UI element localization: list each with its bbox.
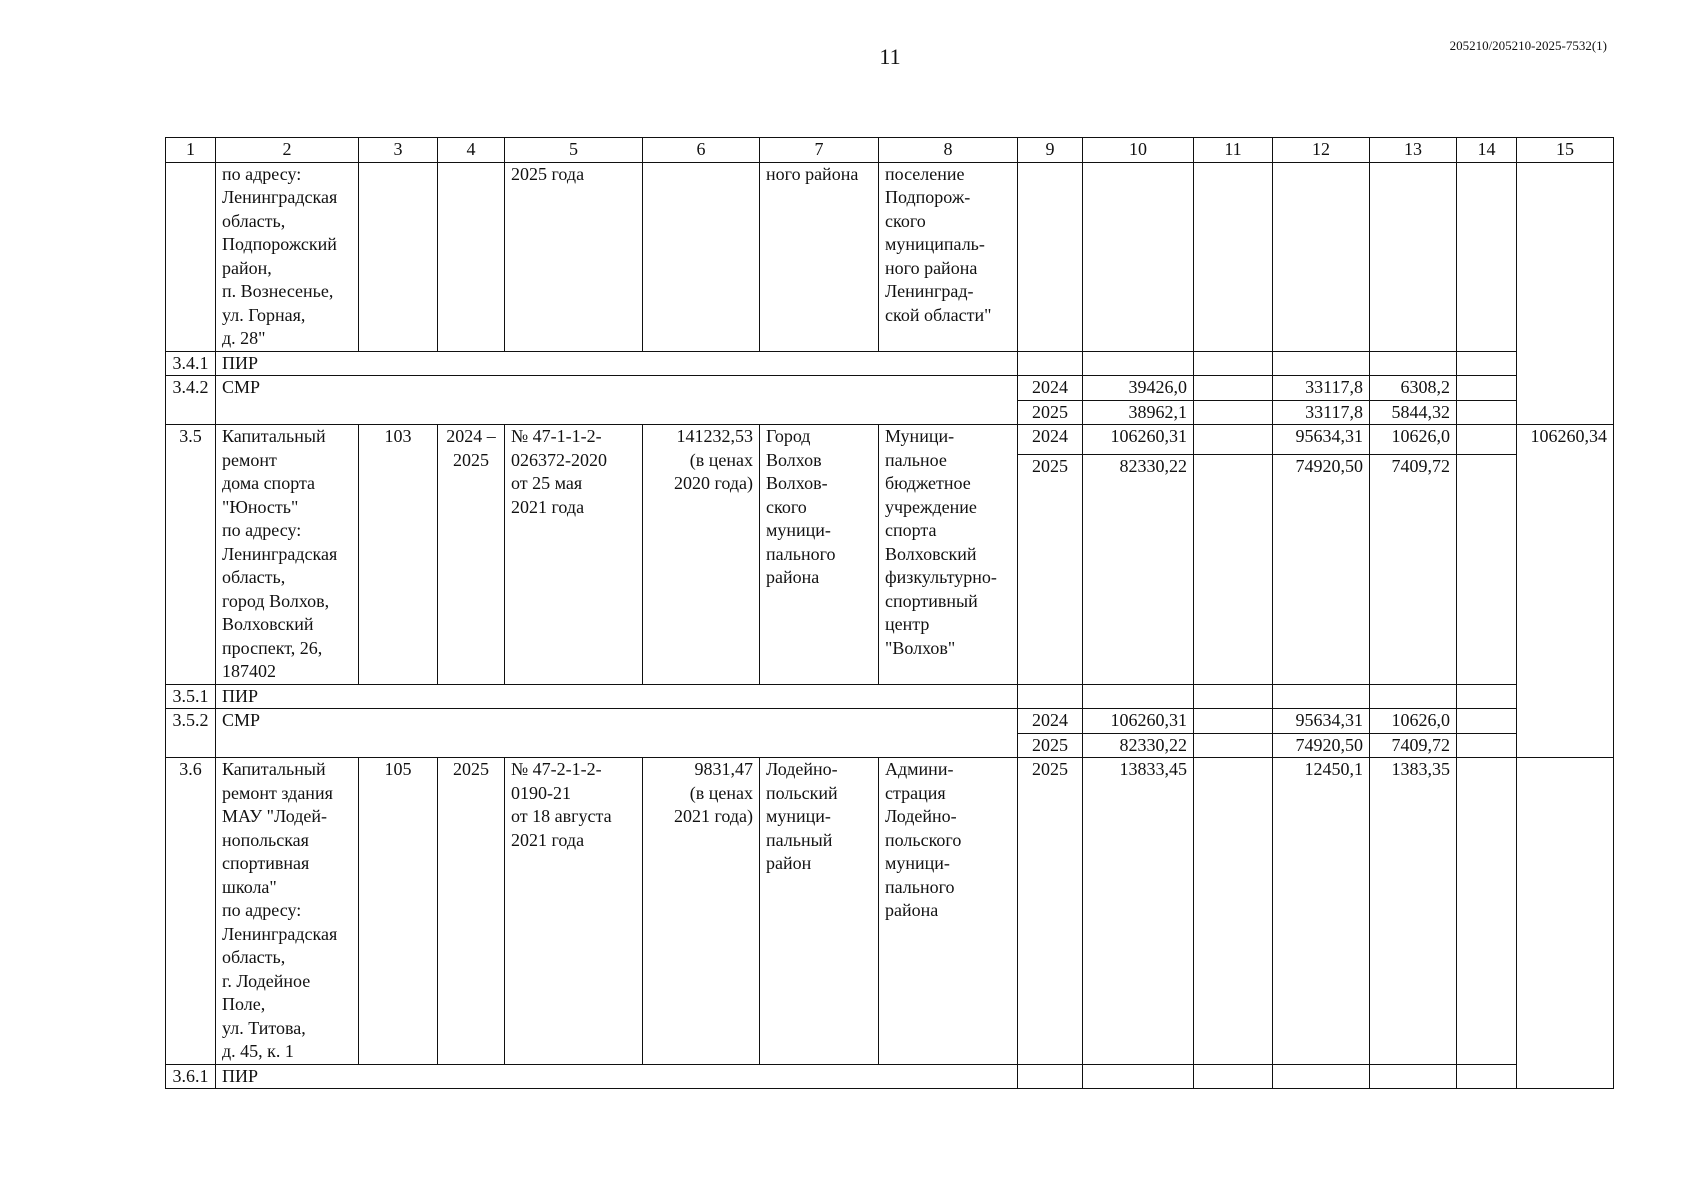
data-table — [165, 137, 1614, 1089]
year-cell: 2024 — [1018, 376, 1083, 401]
column-header: 12 — [1273, 138, 1370, 163]
cell: 141232,53 (в ценах 2020 года) — [643, 425, 760, 685]
row-number: 3.5 — [166, 425, 216, 685]
value-cell: 39426,0 — [1083, 376, 1194, 401]
row-label: ПИР — [216, 1064, 1018, 1089]
value-cell: 106260,31 — [1083, 709, 1194, 734]
column-header: 6 — [643, 138, 760, 163]
table-row — [166, 758, 1614, 1065]
column-header: 8 — [879, 138, 1018, 163]
document-id: 205210/205210-2025-7532(1) — [1449, 38, 1607, 53]
cell: Админи- страция Лодейно- польского муници- пального района — [879, 758, 1018, 1065]
value-cell: 7409,72 — [1370, 733, 1457, 758]
table-row — [166, 351, 1614, 376]
cell: № 47-1-1-2- 026372-2020 от 25 мая 2021 года — [505, 425, 643, 685]
year-cell: 2025 — [1018, 400, 1083, 425]
value-cell: 95634,31 — [1273, 709, 1370, 734]
year-cell: 2024 — [1018, 709, 1083, 734]
cell: Город Волхов Волхов- ского муници- пального района — [760, 425, 879, 685]
value-cell: 13833,45 — [1083, 758, 1194, 1065]
value-cell: 38962,1 — [1083, 400, 1194, 425]
page-number: 11 — [879, 44, 901, 69]
row-label: ПИР — [216, 684, 1018, 709]
table-row — [166, 376, 1614, 401]
column-header: 7 — [760, 138, 879, 163]
value-cell: 10626,0 — [1370, 425, 1457, 455]
column-header: 13 — [1370, 138, 1457, 163]
cell: 2024 – 2025 — [438, 425, 505, 685]
row-label: СМР — [216, 376, 1018, 425]
column-header: 5 — [505, 138, 643, 163]
table-row — [166, 1064, 1614, 1089]
object-name-cell: по адресу: Ленинградская область, Подпорожский район, п. Вознесенье, ул. Горная, д. 28" — [216, 162, 359, 351]
table-row — [166, 709, 1614, 734]
column-header: 14 — [1457, 138, 1517, 163]
row-number: 3.6.1 — [166, 1064, 216, 1089]
value-cell: 33117,8 — [1273, 400, 1370, 425]
row-number: 3.6 — [166, 758, 216, 1065]
column-header: 3 — [359, 138, 438, 163]
column-header: 1 — [166, 138, 216, 163]
cell: 2025 года — [505, 162, 643, 351]
value-cell: 10626,0 — [1370, 709, 1457, 734]
value-cell: 95634,31 — [1273, 425, 1370, 455]
cell: 2025 — [438, 758, 505, 1065]
year-cell: 2025 — [1018, 454, 1083, 684]
row-number: 3.5.1 — [166, 684, 216, 709]
row-number: 3.4.2 — [166, 376, 216, 425]
table-row — [166, 162, 1614, 351]
object-name-cell: Капитальный ремонт дома спорта "Юность" по адресу: Ленинградская область, город Волхов, Волховский проспект, 26, 187402 — [216, 425, 359, 685]
row-label: СМР — [216, 709, 1018, 758]
cell: Муници- пальное бюджетное учреждение спорта Волховский физкультурно- спортивный центр "Волхов" — [879, 425, 1018, 685]
value-cell: 6308,2 — [1370, 376, 1457, 401]
year-cell: 2024 — [1018, 425, 1083, 455]
row-number: 3.5.2 — [166, 709, 216, 758]
cell: ного района — [760, 162, 879, 351]
column-header: 10 — [1083, 138, 1194, 163]
column-header: 9 — [1018, 138, 1083, 163]
table-row — [166, 425, 1614, 455]
column-header: 4 — [438, 138, 505, 163]
value-cell: 1383,35 — [1370, 758, 1457, 1065]
value-cell: 82330,22 — [1083, 733, 1194, 758]
column-header: 2 — [216, 138, 359, 163]
row-number: 3.4.1 — [166, 351, 216, 376]
cell: 105 — [359, 758, 438, 1065]
cell: Лодейно- польский муници- пальный район — [760, 758, 879, 1065]
header-row — [166, 138, 1614, 163]
object-name-cell: Капитальный ремонт здания МАУ "Лодей- нопольская спортивная школа" по адресу: Ленинградская область, г. Лодейное Поле, ул. Титова, д. 45, к. 1 — [216, 758, 359, 1065]
table-row — [166, 684, 1614, 709]
column-header: 11 — [1194, 138, 1273, 163]
value-cell: 7409,72 — [1370, 454, 1457, 684]
year-cell: 2025 — [1018, 758, 1083, 1065]
cell: 9831,47 (в ценах 2021 года) — [643, 758, 760, 1065]
value-cell: 33117,8 — [1273, 376, 1370, 401]
value-cell: 74920,50 — [1273, 454, 1370, 684]
value-cell: 82330,22 — [1083, 454, 1194, 684]
cell: 103 — [359, 425, 438, 685]
year-cell: 2025 — [1018, 733, 1083, 758]
row-label: ПИР — [216, 351, 1018, 376]
value-cell: 5844,32 — [1370, 400, 1457, 425]
value-cell: 74920,50 — [1273, 733, 1370, 758]
value-cell: 12450,1 — [1273, 758, 1370, 1065]
cell: поселение Подпорож- ского муниципаль- ного района Ленинград- ской области" — [879, 162, 1018, 351]
column-header: 15 — [1517, 138, 1614, 163]
value-cell: 106260,31 — [1083, 425, 1194, 455]
value-cell: 106260,34 — [1517, 425, 1614, 758]
cell: № 47-2-1-2- 0190-21 от 18 августа 2021 года — [505, 758, 643, 1065]
